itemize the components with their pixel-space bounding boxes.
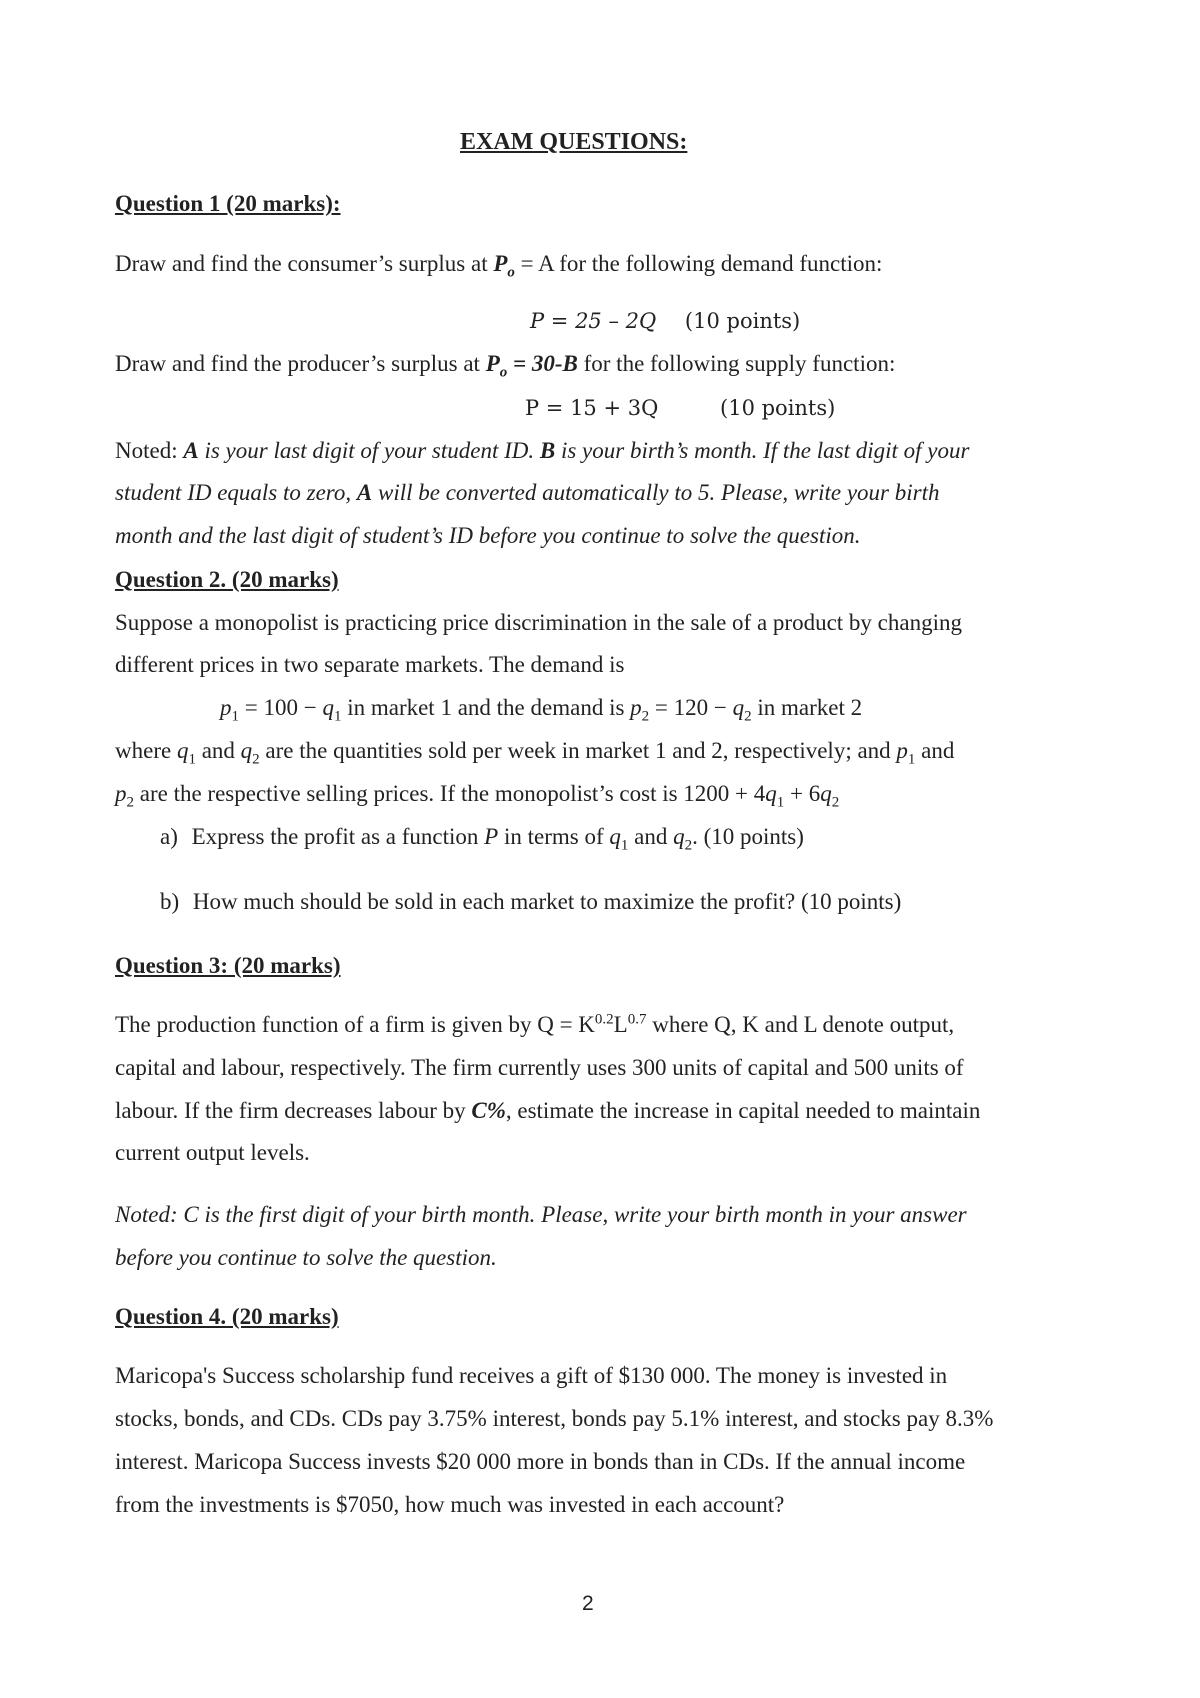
q2-item-a-s1: 1 (620, 837, 629, 854)
q2-line3 (115, 737, 955, 768)
q1-line2-text: Draw and find the producer’s surplus at (115, 351, 486, 376)
q1-line1-text: Draw and find the consumer’s surplus at (115, 251, 494, 276)
q3-line3 (115, 1097, 980, 1125)
q2-item-a-text: Express the profit as a function (191, 824, 485, 849)
q1-eq2-expr: P = 15 + 3Q (525, 396, 659, 420)
q2-l3-a: where (115, 738, 177, 763)
q1-line2-sub: o (499, 364, 508, 381)
q1-equation-2 (525, 394, 835, 422)
q1-note-line3: month and the last digit of student’s ID before you continue to solve the question. (115, 523, 861, 548)
q2-l4-s1: 2 (126, 794, 134, 811)
q1-note2-t2: will be converted automatically to 5. Please, write your birth (372, 480, 940, 505)
q2-l4-q2: q (820, 781, 832, 806)
q1-eq2-points: (10 points) (720, 396, 836, 420)
q3-note-line2: before you continue to solve the question. (115, 1245, 497, 1270)
q2-item-a-label: a) (160, 824, 178, 849)
q1-note-var-b: B (539, 438, 556, 463)
q2-eq-end: in market 2 (751, 695, 863, 720)
q1-line2 (115, 350, 896, 381)
q2-l4-a: are the respective selling prices. If the monopolist’s cost is 1200 + 4 (134, 781, 766, 806)
q1-note-t1: is your last digit of your student ID. (198, 438, 540, 463)
q3-l3-var-c: C% (471, 1098, 506, 1123)
q2-l4-b: + 6 (784, 781, 821, 806)
q3-note-line1: Noted: C is the first digit of your birth month. Please, write your birth month in your answer (115, 1202, 967, 1227)
q4-heading: Question 4. (20 marks) (115, 1304, 339, 1329)
q3-line2: capital and labour, respectively. The firm currently uses 300 units of capital and 500 units of (115, 1055, 964, 1080)
q2-line1: Suppose a monopolist is practicing price discrimination in the sale of a product by changing (115, 610, 962, 635)
q3-l1-sup1: 0.2 (594, 1011, 614, 1028)
q1-line2-mid: = 30-B (507, 351, 578, 376)
q1-eq1-expr: P = 25 – 2Q (530, 309, 657, 333)
q1-line1-sub: o (507, 264, 515, 281)
q2-line2: different prices in two separate markets. The demand is (115, 652, 625, 677)
q1-eq1-points: (10 points) (684, 309, 801, 333)
q4-line1: Maricopa's Success scholarship fund receives a gift of $130 000. The money is invested in (115, 1363, 948, 1388)
q2-l4-s2: 1 (776, 794, 785, 811)
q2-l4-p2: p (115, 781, 127, 806)
q3-line1 (115, 1011, 954, 1039)
q2-eq-p1: p (220, 695, 232, 720)
q1-line1-var: P (493, 251, 508, 276)
q1-note2-t1: student ID equals to zero, (115, 480, 357, 505)
q1-note-line2 (115, 479, 940, 507)
q2-heading: Question 2. (20 marks) (115, 567, 339, 592)
q2-l3-b: and (195, 738, 241, 763)
q2-item-a-b: in terms of (498, 824, 610, 849)
q2-line4 (115, 780, 840, 811)
q2-item-a (160, 823, 804, 854)
q1-note-label: Noted: (115, 438, 184, 463)
q3-l1-sup2: 0.7 (627, 1011, 647, 1028)
q3-l3-a: labour. If the firm decreases labour by (115, 1098, 472, 1123)
q2-item-a-d: . (10 points) (692, 824, 804, 849)
q2-item-b-text: How much should be sold in each market to maximize the profit? (10 points) (192, 889, 902, 914)
q1-line1-post: = A for the following demand function: (514, 251, 883, 276)
q2-item-b (160, 888, 901, 916)
q2-eq-q2: q (732, 695, 745, 720)
q4-line4: from the investments is $7050, how much was invested in each account? (115, 1492, 785, 1517)
q2-l4-q1: q (765, 781, 777, 806)
q1-line1 (115, 250, 883, 281)
q2-l3-s3: 1 (907, 751, 916, 768)
q2-l3-q2: q (240, 738, 253, 763)
q2-item-a-c: and (628, 824, 674, 849)
q1-line2-post: for the following supply function: (577, 351, 896, 376)
q2-l3-s2: 2 (252, 751, 260, 768)
q2-l3-q1: q (176, 738, 189, 763)
q3-heading: Question 3: (20 marks) (115, 953, 341, 978)
q2-eq-s2: 1 (333, 708, 342, 725)
q2-item-a-P: P (484, 824, 499, 849)
q2-item-b-label: b) (160, 889, 180, 914)
q1-note-var-a: A (183, 438, 199, 463)
q1-heading: Question 1 (20 marks): (115, 191, 341, 216)
q1-note-t2: is your birth’s month. If the last digit of your (555, 438, 970, 463)
q2-item-a-q2: q (673, 824, 685, 849)
q2-eq-mid: in market 1 and the demand is (341, 695, 631, 720)
q2-l3-p1: p (896, 738, 908, 763)
q2-l3-d: and (915, 738, 955, 763)
q2-eq-s3: 2 (641, 708, 650, 725)
q2-eq-e1: = 100 − (239, 695, 323, 720)
page-title: EXAM QUESTIONS: (460, 129, 688, 155)
q3-l1-b: L (613, 1012, 628, 1037)
q3-l1-c: where Q, K and L denote output, (646, 1012, 955, 1037)
page-number: 2 (582, 1592, 594, 1615)
q2-eq-q1: q (322, 695, 334, 720)
q1-note2-var-a: A (356, 480, 373, 505)
q2-eq-p2: p (630, 695, 642, 720)
q4-line3: interest. Maricopa Success invests $20 000 more in bonds than in CDs. If the annual income (115, 1449, 966, 1474)
q1-line2-var: P (485, 351, 500, 376)
q3-line4: current output levels. (115, 1140, 310, 1165)
q2-eq-e2: = 120 − (649, 695, 733, 720)
q1-note-line1 (115, 437, 969, 465)
q3-l1-a: The production function of a firm is given by Q = K (115, 1012, 595, 1037)
q2-item-a-s2: 2 (684, 837, 693, 854)
q2-l4-s3: 2 (831, 794, 840, 811)
q1-equation-1 (530, 307, 800, 335)
q3-l3-b: , estimate the increase in capital needed to maintain (505, 1098, 981, 1123)
q2-demand-equation (220, 694, 863, 725)
q2-item-a-q1: q (609, 824, 621, 849)
q4-line2: stocks, bonds, and CDs. CDs pay 3.75% interest, bonds pay 5.1% interest, and stocks pay 8.3% (115, 1406, 994, 1431)
q2-l3-c: are the quantities sold per week in market 1 and 2, respectively; and (259, 738, 897, 763)
q2-eq-s1: 1 (231, 708, 239, 725)
q2-eq-s4: 2 (744, 708, 752, 725)
q2-l3-s1: 1 (188, 751, 196, 768)
